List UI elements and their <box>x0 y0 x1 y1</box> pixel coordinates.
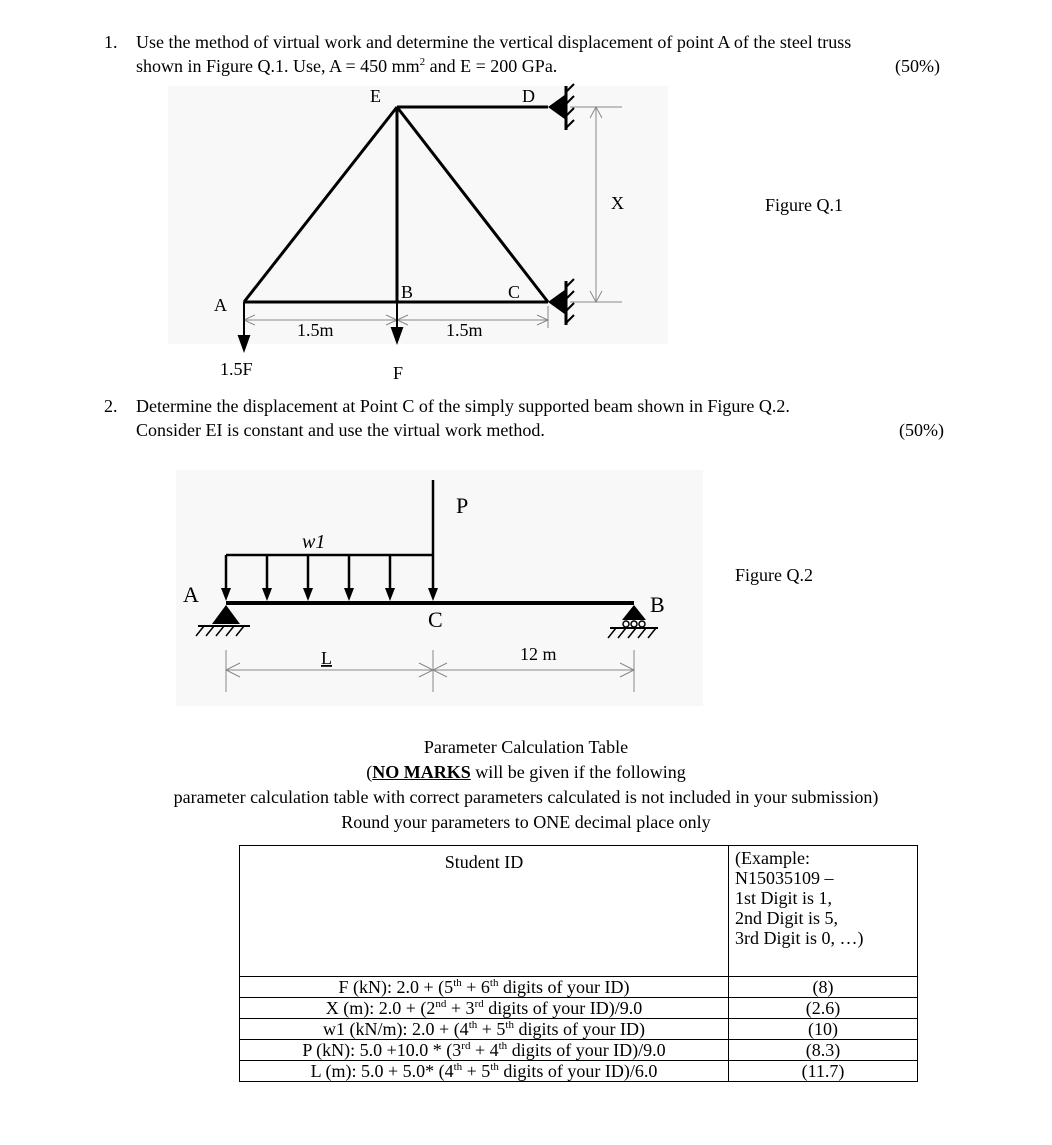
label-A: A <box>183 582 199 607</box>
param-formula: P (kN): 5.0 +10.0 * (3rd + 4th digits of your ID)/9.0 <box>240 1040 729 1061</box>
label-B: B <box>650 592 665 617</box>
figure-q2-background <box>176 470 703 706</box>
load-A-label: 1.5F <box>220 359 253 379</box>
q1-number: 1. <box>104 32 118 52</box>
param-value: (8.3) <box>729 1040 918 1061</box>
param-value: (8) <box>729 977 918 998</box>
label-E: E <box>370 86 381 106</box>
param-value: (10) <box>729 1019 918 1040</box>
label-C: C <box>428 607 443 632</box>
q2-line2: Consider EI is constant and use the virtual work method. <box>136 420 545 440</box>
figure-q2-caption: Figure Q.2 <box>735 565 813 585</box>
load-B-label: F <box>393 363 404 383</box>
header-student-id: Student ID <box>240 846 729 977</box>
figure-q2-beam <box>0 460 1052 710</box>
q1-line2: shown in Figure Q.1. Use, A = 450 $mm^2$ and E = 200 GPa. <box>136 56 558 76</box>
label-P: P <box>456 493 469 518</box>
table-row <box>240 998 918 1019</box>
label-C: C <box>508 282 521 302</box>
dim-right-label: 12 m <box>520 644 557 664</box>
header-example: (Example: N15035109 – 1st Digit is 1, 2nd Digit is 5, 3rd Digit is 0, …) <box>729 846 918 977</box>
table-title: Parameter Calculation Table <box>423 737 629 757</box>
dim-right-label: 1.5m <box>446 320 483 340</box>
parameter-table <box>239 845 918 1082</box>
figure-q1-truss <box>0 80 1052 390</box>
table-row <box>240 1061 918 1082</box>
table-header-row <box>240 846 918 977</box>
table-warning: (NO MARKS will be given if the following <box>366 762 686 782</box>
table-row <box>240 977 918 998</box>
param-value: (2.6) <box>729 998 918 1019</box>
dim-left-label: 1.5m <box>297 320 334 340</box>
param-formula: w1 (kN/m): 2.0 + (4th + 5th digits of your ID) <box>240 1019 729 1040</box>
table-condition: parameter calculation table with correct parameters calculated is not included in your submission) <box>173 787 879 807</box>
table-row <box>240 1040 918 1061</box>
table-row <box>240 1019 918 1040</box>
label-A: A <box>214 295 227 315</box>
param-formula: X (m): 2.0 + (2nd + 3rd digits of your ID)/9.0 <box>240 998 729 1019</box>
label-X: X <box>611 193 624 213</box>
figure-q1-caption: Figure Q.1 <box>765 195 843 215</box>
table-rounding-note: Round your parameters to ONE decimal place only <box>341 812 711 832</box>
q2-marks: (50%) <box>899 420 944 440</box>
param-formula: L (m): 5.0 + 5.0* (4th + 5th digits of your ID)/6.0 <box>240 1061 729 1082</box>
label-w1: w1 <box>302 531 326 553</box>
q2-line1: Determine the displacement at Point C of the simply supported beam shown in Figure Q.2. <box>136 396 790 416</box>
label-B: B <box>401 282 414 302</box>
q1-line1: Use the method of virtual work and determine the vertical displacement of point A of the steel truss <box>136 32 852 52</box>
q2-number: 2. <box>104 396 118 416</box>
param-formula: F (kN): 2.0 + (5th + 6th digits of your ID) <box>240 977 729 998</box>
param-value: (11.7) <box>729 1061 918 1082</box>
q1-marks: (50%) <box>895 56 940 76</box>
label-D: D <box>522 86 535 106</box>
dim-left-label: L <box>321 648 332 668</box>
